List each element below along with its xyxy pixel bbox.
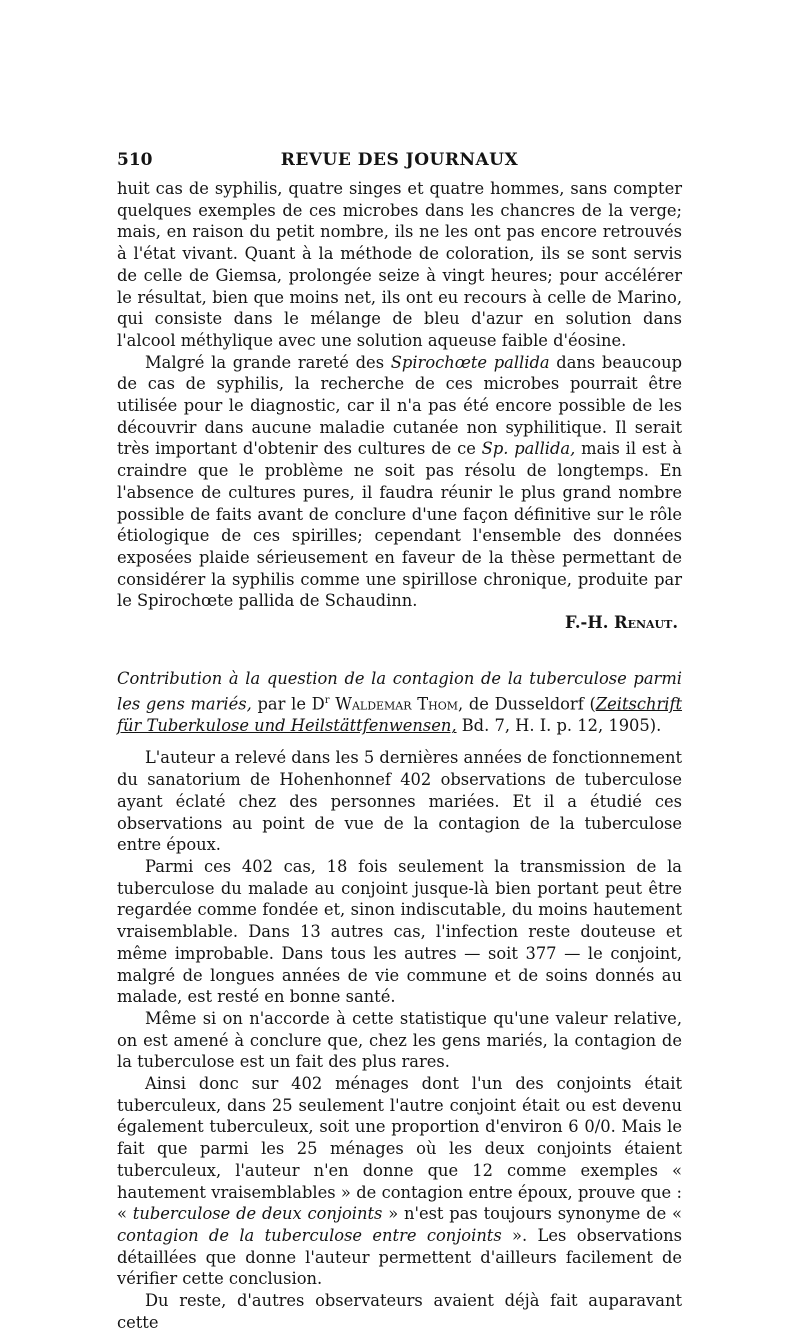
text-run: Bd. 7, H. I. p. 12, 1905). <box>456 716 662 736</box>
species-name: Sp. pallida, <box>481 439 576 459</box>
review1-signature: F.-H. Renaut. <box>564 613 678 633</box>
journal-name: Zeitschrift für Tuberkulose und Heilstättfenwensen, <box>117 694 683 736</box>
review2-paragraph-4 <box>117 1073 682 1290</box>
review2-paragraph-2: Parmi ces 402 cas, 18 fois seulement la transmission de la tuberculose du malade au conjoint jusque-là bien portant peut être regardée comme fondée et, sinon indiscutable, du moins hautement vraisemblable. Dans 13 autres cas, l'infection reste douteuse et même improbable. Dans tous les autres — soit 377 — le conjoint, malgré de longues années de vie commune et de soins donnés au malade, est resté en bonne santé. <box>117 857 682 1007</box>
text-run: de Dusseldorf ( <box>463 694 596 714</box>
review1-paragraph-1: huit cas de syphilis, quatre singes et quatre hommes, sans compter quelques exemples de ces microbes dans les chancres de la verge; mais, en raison du petit nombre, ils ne les ont pas encore retrouvés à l'état vivant. Quant à la méthode de coloration, ils se sont servis de celle de Giemsa, prolongée seize à vingt heures; pour accélérer le résultat, bien que moins net, ils ont eu recours à celle de Marino, qui consiste dans le mélange de bleu d'azur en solution dans l'alcool méthylique avec une solution aqueuse faible d'éosine. <box>117 179 682 350</box>
text-run: » n'est pas toujours synonyme de « <box>382 1204 682 1224</box>
author-name: Waldemar Thom, <box>329 694 464 714</box>
page-header <box>117 148 682 178</box>
review2-paragraph-1: L'auteur a relevé dans les 5 dernières années de fonctionnement du sanatorium de Hohenhonnef 402 observations de tuberculose ayant éclaté chez des personnes mariées. Et il a étudié ces observations au point de vue de la contagion de la tuberculose entre époux. <box>117 748 682 855</box>
review2-paragraph-5: Du reste, d'autres observateurs avaient déjà fait auparavant cette <box>117 1291 682 1332</box>
document-page <box>117 148 682 1333</box>
quoted-italic: contagion de la tuberculose entre conjoints <box>117 1225 502 1245</box>
text-run: dans beaucoup de cas de syphilis, la recherche de ces microbes pourrait être utilisée pour le diagnostic, car il n'a pas été encore possible de les découvrir dans aucune maladie cutanée non syphilitique. Il serait très important d'obtenir des cultures de ce <box>117 352 683 459</box>
running-title: REVUE DES JOURNAUX <box>280 150 519 170</box>
quoted-italic: tuberculose de deux conjoints <box>132 1204 383 1224</box>
page-number: 510 <box>117 150 153 170</box>
review2-paragraph-3: Même si on n'accorde à cette statistique qu'une valeur relative, on est amené à conclure que, chez les gens mariés, la contagion de la tuberculose est un fait des plus rares. <box>117 1008 682 1072</box>
review2-title <box>117 668 682 737</box>
review1-paragraph-2 <box>117 352 682 612</box>
text-run: Malgré la grande rareté des <box>145 352 391 372</box>
text-run: ». Les observations détaillées que donne l'auteur permettent d'ailleurs facilement de vérifier cette conclusion. <box>117 1225 682 1289</box>
text-run: par le D <box>251 694 325 714</box>
species-name: Spirochœte pallida <box>390 352 550 372</box>
text-run: mais il est à craindre que le problème ne soit pas résolu de longtemps. En l'absence de cultures pures, il faudra réunir le plus grand nombre possible de faits avant de conclure d'une façon définitive sur le rôle étiologique de ces spirilles; cependant l'ensemble des données exposées plaide sérieusement en faveur de la thèse permettant de considérer la syphilis comme une spirillose chronique, produite par le Spirochœte pallida de Schaudinn. <box>117 439 682 611</box>
title-superscript: r <box>324 695 330 707</box>
article-title-italic: Contribution à la question de la contagion de la tuberculose parmi les gens mariés, <box>117 669 682 714</box>
text-run: Ainsi donc sur 402 ménages dont l'un des conjoints était tuberculeux, dans 25 seulement l'autre conjoint était ou est devenu également tuberculeux, soit une proportion d'environ 6 0/0. Mais le fait que parmi les 25 ménages où les deux conjoints étaient tuberculeux, l'auteur n'en donne que 12 comme exemples « hautement vraisemblables » de contagion entre époux, prouve que : « <box>117 1074 682 1224</box>
